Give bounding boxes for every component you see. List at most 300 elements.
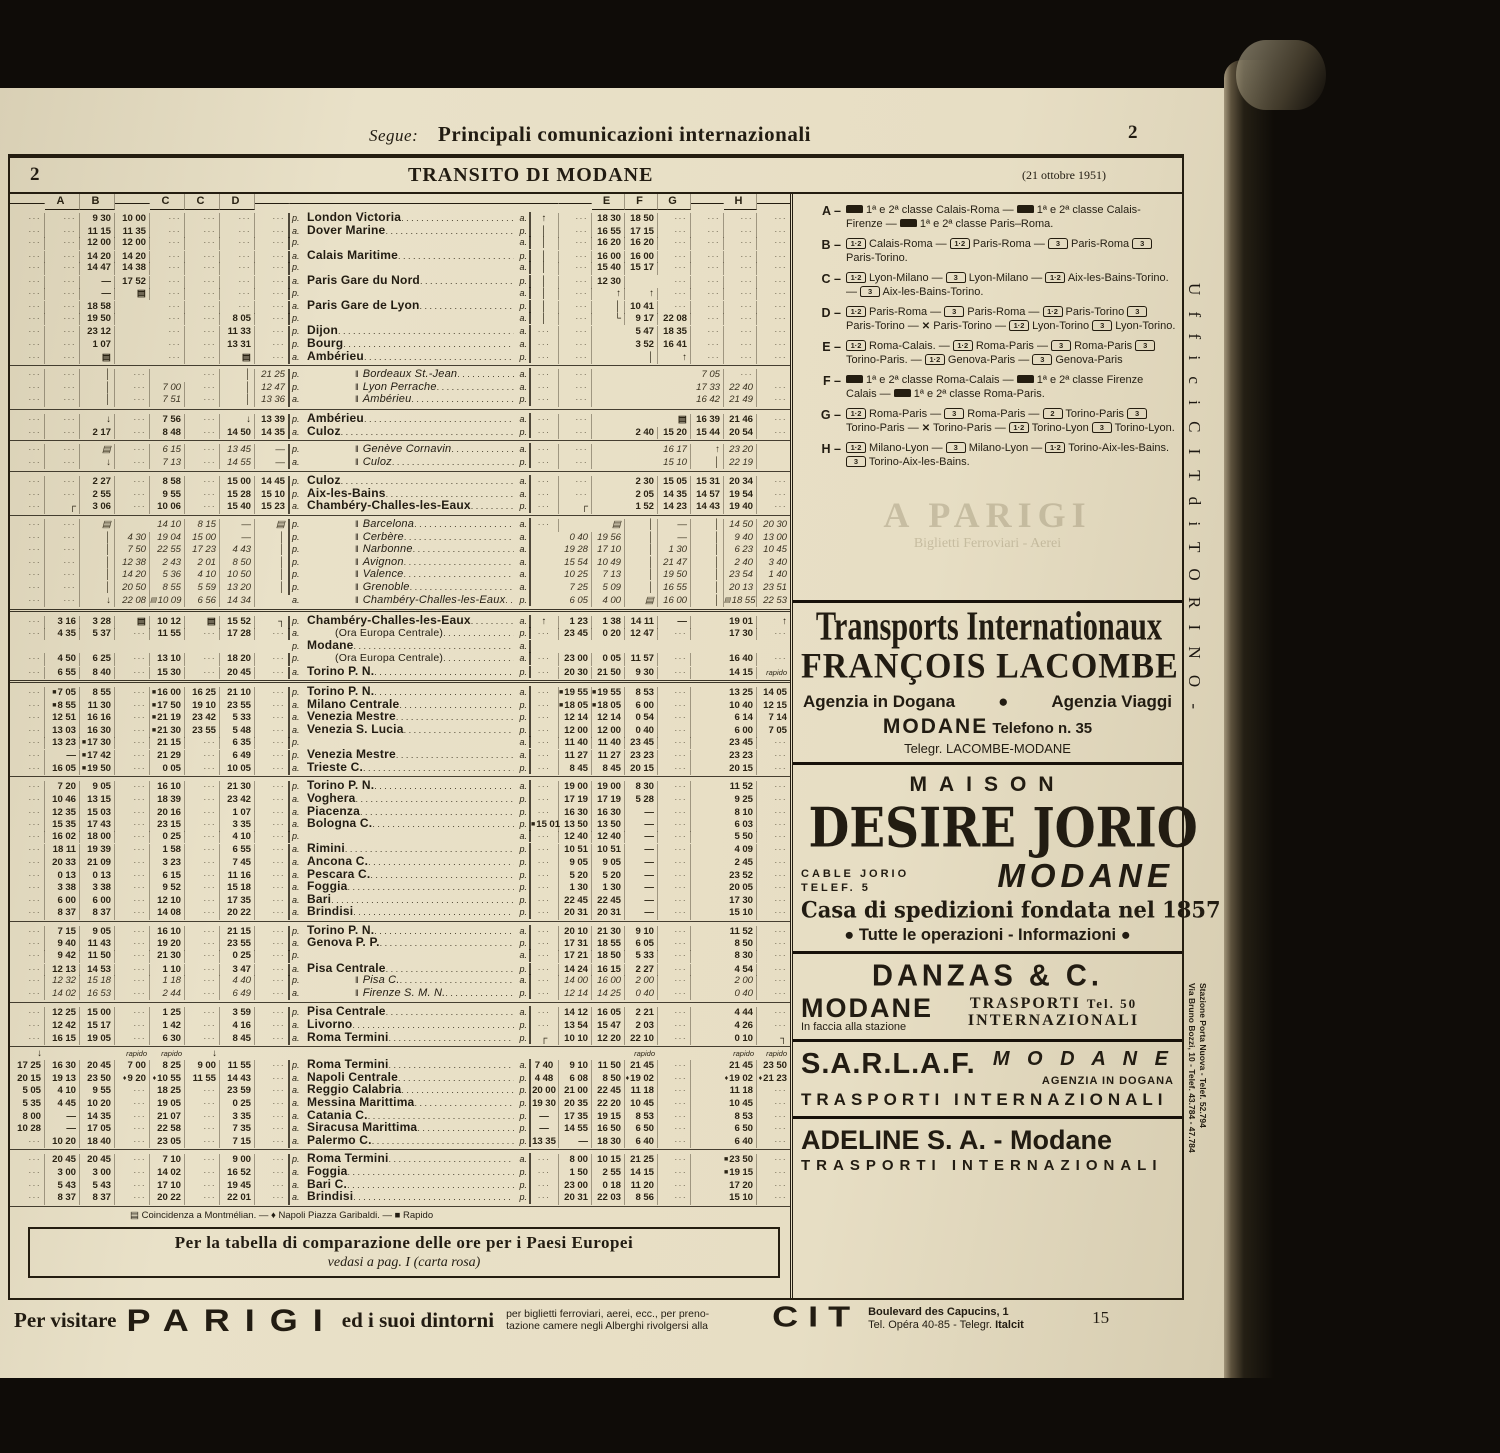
time-cell: ··· [185, 262, 220, 275]
table-row [10, 1083, 790, 1096]
table-row [10, 652, 790, 665]
time-cell: ··· [115, 938, 150, 951]
time-cell: 14 35 [80, 1111, 115, 1124]
comparison-note-box [28, 1227, 780, 1278]
time-cell: │ [531, 301, 559, 314]
time-cell: 20 31 [559, 907, 592, 920]
table-row [10, 792, 790, 805]
time-cell: │ [625, 569, 658, 582]
time-cell: 3 23 [150, 857, 185, 870]
time-cell: 12 42 [45, 1020, 80, 1033]
time-cell: ··· [115, 1111, 150, 1124]
dep-marker: a. [292, 456, 300, 467]
timetable-group [10, 680, 790, 776]
time-cell: 15 23 [255, 501, 290, 514]
time-cell: 4 16 [220, 1020, 255, 1033]
time-cell: ··· [255, 1033, 290, 1046]
table-row [10, 736, 790, 749]
time-cell: ··· [255, 1136, 290, 1149]
table-row [10, 710, 790, 723]
time-cell: 6 00 [724, 725, 757, 738]
arr-marker: a. [516, 325, 531, 338]
arr-marker: p. [516, 894, 531, 907]
time-cell: ··· [185, 907, 220, 920]
time-cell: ··· [10, 1007, 45, 1020]
time-cell: 9 40 [45, 938, 80, 951]
time-cell: ··· [185, 213, 220, 226]
time-cell: 10 41 [625, 301, 658, 314]
time-cell: 2 27 [80, 476, 115, 489]
time-cell: 10 49 [592, 557, 625, 570]
time-cell: ··· [658, 1007, 691, 1020]
time-cell: 2 17 [80, 427, 115, 440]
dep-marker: p. [292, 262, 300, 273]
time-cell: ··· [531, 1154, 559, 1167]
dep-marker: a. [292, 699, 300, 710]
time-cell: ··· [658, 1154, 691, 1167]
time-cell: ··· [45, 262, 80, 275]
time-cell: ··· [559, 288, 592, 301]
time-cell: 22 55 [150, 544, 185, 557]
time-cell: 2 45 [724, 857, 757, 870]
time-cell: ■17 50 [150, 700, 185, 713]
time-cell: 3 38 [80, 882, 115, 895]
time-cell: 13 35 [531, 1136, 559, 1149]
time-cell: │ [625, 519, 658, 532]
time-cell: ··· [531, 339, 559, 352]
time-cell: │ [80, 569, 115, 582]
time-cell: 21 00 [559, 1085, 592, 1098]
time-cell: 23 45 [559, 628, 592, 641]
time-cell: ··· [531, 700, 559, 713]
time-cell: ■8 55 [45, 700, 80, 713]
dep-marker: p. [292, 582, 300, 593]
ad-text: AGENZIA IN DOGANA [1041, 1075, 1174, 1087]
time-cell: ··· [774, 313, 787, 323]
time-cell [255, 203, 290, 204]
time-cell: 22 45 [592, 1085, 625, 1098]
arr-marker: p. [516, 699, 531, 712]
time-cell: ··· [658, 938, 691, 951]
time-cell: 11 50 [592, 1060, 625, 1073]
time-cell: 12 14 [559, 712, 592, 725]
table-row [10, 487, 790, 500]
time-cell: ··· [531, 1007, 559, 1020]
time-cell: 21 50 [592, 667, 625, 680]
time-cell: 23 15 [150, 819, 185, 832]
time-cell: ··· [531, 750, 559, 763]
station-name: Pisa Centrale ..... [305, 1005, 516, 1019]
time-cell: 12 47 [255, 382, 290, 395]
legend-note [805, 408, 1176, 435]
time-cell: │ [691, 519, 724, 532]
time-cell: ··· [658, 653, 691, 666]
time-cell: rapido [161, 1049, 182, 1059]
time-cell: 4 48 [531, 1073, 559, 1086]
time-cell: ··· [255, 781, 290, 794]
time-cell: 19 40 [724, 501, 757, 514]
paper-page [0, 88, 1224, 1378]
coach-3-class-icon: 3 [846, 456, 866, 467]
time-cell: ··· [115, 653, 150, 666]
time-cell: ··· [531, 653, 559, 666]
time-cell: — [625, 882, 658, 895]
time-cell: │ [625, 582, 658, 595]
time-cell: 17 30 [724, 628, 757, 641]
time-cell: ··· [115, 1098, 150, 1111]
time-cell: 4 00 [592, 595, 625, 608]
coach-3-class-icon: 3 [1127, 306, 1147, 317]
table-row [10, 805, 790, 818]
station-name: Roma Termini ..... [305, 1058, 516, 1072]
time-cell: ··· [658, 1085, 691, 1098]
time-cell: ··· [559, 457, 592, 470]
coach-3-class-icon: 3 [1132, 238, 1152, 249]
arr-marker: a. [516, 413, 531, 426]
time-cell: ··· [658, 213, 691, 226]
time-cell: ··· [531, 807, 559, 820]
time-cell: 17 25 [10, 1060, 45, 1073]
time-cell: ··· [150, 276, 185, 289]
arr-marker: a. [516, 830, 531, 843]
arr-marker: a. [516, 518, 531, 531]
time-cell: ··· [10, 532, 45, 545]
time-cell: — [531, 1111, 559, 1124]
time-cell: ··· [559, 276, 592, 289]
time-cell: ··· [185, 276, 220, 289]
arr-marker: a. [516, 236, 531, 249]
dep-marker: p. [292, 338, 300, 349]
time-cell: ··· [115, 870, 150, 883]
time-cell: ··· [255, 628, 290, 641]
arr-marker: p. [516, 1019, 531, 1032]
time-cell: 0 13 [80, 870, 115, 883]
station-name: Pisa Centrale ..... [305, 962, 516, 976]
time-cell: 2 27 [625, 964, 658, 977]
time-cell: ↑ [658, 352, 691, 365]
time-cell: │ [625, 532, 658, 545]
time-cell: 10 45 [724, 1098, 757, 1111]
time-cell: 23 51 [763, 582, 787, 594]
time-cell: 21 25 [625, 1154, 658, 1167]
arr-marker: p. [516, 250, 531, 263]
time-cell: 23 00 [559, 1180, 592, 1193]
time-cell: 19 01 [724, 616, 757, 629]
time-cell: 3 06 [80, 501, 115, 514]
table-row [10, 425, 790, 438]
station-name: Ancona C. ..... [305, 855, 516, 869]
table-row [10, 893, 790, 906]
time-cell: ··· [255, 807, 290, 820]
time-cell: 18 50 [592, 950, 625, 963]
coach-2-class-icon: 2 [1043, 408, 1063, 419]
time-cell: 14 11 [625, 616, 658, 629]
time-cell: ··· [115, 926, 150, 939]
time-cell: 3 35 [220, 1111, 255, 1124]
time-cell: ··· [658, 988, 691, 1001]
time-cell: ··· [10, 737, 45, 750]
dep-marker: a. [292, 594, 300, 605]
station-name: Torino P. N. ..... [305, 924, 516, 938]
arr-marker: p. [516, 500, 531, 513]
time-cell: ··· [774, 737, 787, 747]
time-cell: 6 15 [150, 444, 185, 457]
time-cell: ··· [45, 457, 80, 470]
time-cell: 5 20 [592, 870, 625, 883]
time-cell: 17 19 [559, 794, 592, 807]
time-cell: 19 00 [559, 781, 592, 794]
table-row [10, 936, 790, 949]
time-cell: 8 50 [220, 557, 255, 570]
footer-page-number: 15 [1092, 1308, 1110, 1327]
dep-marker: a. [292, 501, 300, 512]
time-cell: 11 18 [625, 1085, 658, 1098]
time-cell: ··· [185, 476, 220, 489]
time-cell: 6 56 [185, 595, 220, 608]
ad-city: MODANE [997, 857, 1174, 894]
time-cell: ♦9 20 [115, 1073, 150, 1086]
time-cell: 12 47 [625, 628, 658, 641]
time-cell: 19 00 [592, 781, 625, 794]
ad-phone: Telefono n. 35 [992, 720, 1093, 737]
time-cell: 19 45 [220, 1180, 255, 1193]
arr-marker: p. [516, 793, 531, 806]
time-cell: 14 00 [559, 975, 592, 988]
arr-marker: p. [516, 300, 531, 313]
time-cell: 7 14 [768, 712, 787, 724]
legend-note [805, 306, 1176, 333]
time-cell: rapido [126, 1049, 147, 1059]
time-cell: 21 30 [592, 926, 625, 939]
arr-marker: p. [516, 1084, 531, 1097]
station-name: Roma Termini ..... [305, 1031, 516, 1045]
dep-marker: p. [292, 781, 300, 792]
time-cell: ··· [658, 807, 691, 820]
time-cell: 9 00 [185, 1060, 220, 1073]
time-cell: 20 30 [559, 667, 592, 680]
time-cell: ··· [220, 288, 255, 301]
time-cell: ↓ [80, 414, 115, 427]
time-cell: ··· [658, 882, 691, 895]
time-cell: ··· [531, 794, 559, 807]
time-cell: ··· [115, 427, 150, 440]
coach-3-class-icon: 3 [944, 408, 964, 419]
time-cell: ··· [724, 213, 757, 226]
time-cell: ■23 50 [724, 1154, 757, 1167]
time-cell: C [150, 194, 185, 210]
time-cell: ··· [658, 301, 691, 314]
time-cell: │ [531, 276, 559, 289]
time-cell: ··· [115, 725, 150, 738]
time-cell: ··· [531, 326, 559, 339]
time-cell: ··· [10, 1167, 45, 1180]
time-cell: ··· [45, 582, 80, 595]
arr-marker: p. [516, 881, 531, 894]
time-cell: ··· [559, 262, 592, 275]
arr-marker: p. [516, 1097, 531, 1110]
time-cell: 17 21 [559, 950, 592, 963]
time-cell: ■7 05 [45, 687, 80, 700]
time-cell: ··· [774, 951, 787, 961]
time-cell: — [255, 457, 290, 470]
arr-marker: a. [516, 780, 531, 793]
dep-marker: p. [292, 237, 300, 248]
time-cell: ··· [255, 687, 290, 700]
arr-marker: a. [516, 1059, 531, 1072]
time-cell: ··· [559, 226, 592, 239]
dep-marker: a. [292, 1072, 300, 1083]
time-cell: ■18 05 [592, 700, 625, 713]
time-cell: 6 23 [724, 544, 757, 557]
dep-marker: a. [292, 666, 300, 677]
time-cell: ··· [115, 807, 150, 820]
arr-marker: p. [516, 1072, 531, 1085]
time-cell: ■18 05 [559, 700, 592, 713]
note-key: H – [821, 442, 841, 456]
time-cell: 17 05 [80, 1123, 115, 1136]
time-cell: — [220, 532, 255, 545]
time-cell: 12 32 [45, 975, 80, 988]
timetable-group [10, 471, 790, 515]
time-cell: ▤ [115, 616, 150, 629]
time-cell: ··· [220, 237, 255, 250]
time-cell: ··· [185, 831, 220, 844]
time-cell: 4 40 [220, 975, 255, 988]
time-cell: 22 08 [115, 595, 150, 608]
station-name: Paris Gare du Nord ..... [305, 274, 516, 288]
time-cell: 16 42 [691, 394, 724, 407]
time-cell: 17 10 [592, 544, 625, 557]
time-cell: │ [80, 544, 115, 557]
time-cell: ··· [724, 301, 757, 314]
time-cell: ··· [255, 700, 290, 713]
time-cell: 7 10 [150, 1154, 185, 1167]
time-cell: 21 29 [150, 750, 185, 763]
time-cell: ··· [658, 1020, 691, 1033]
time-cell: ··· [45, 489, 80, 502]
time-cell: 12 30 [592, 276, 625, 289]
time-cell: 6 00 [625, 700, 658, 713]
time-cell: 22 19 [724, 457, 757, 470]
time-cell: ··· [658, 667, 691, 680]
time-cell: ··· [115, 882, 150, 895]
cit-address-2: Stazione Porta Nuova - Telef. 52.794 [1198, 983, 1208, 1128]
time-cell: ··· [658, 857, 691, 870]
time-cell: ··· [115, 369, 150, 382]
time-cell: ··· [115, 964, 150, 977]
time-cell: 16 00 [592, 251, 625, 264]
time-cell: 8 30 [724, 950, 757, 963]
time-cell: │ [220, 382, 255, 395]
time-cell: ··· [115, 907, 150, 920]
dep-marker: a. [292, 882, 300, 893]
time-cell: ··· [185, 926, 220, 939]
time-cell: ↑ [531, 213, 559, 226]
dep-marker: a. [292, 894, 300, 905]
coach-1-2-class-icon: 1·2 [846, 340, 866, 351]
time-cell: 5 43 [45, 1180, 80, 1193]
dep-marker: a. [292, 762, 300, 773]
table-row [10, 443, 790, 456]
table-row [10, 779, 790, 792]
dep-marker: p. [292, 1007, 300, 1018]
time-cell: 8 53 [625, 1111, 658, 1124]
arr-marker: p. [516, 225, 531, 238]
time-cell: │ [531, 262, 559, 275]
time-cell: — [625, 831, 658, 844]
time-cell: 12 00 [592, 725, 625, 738]
time-cell: ··· [185, 737, 220, 750]
coach-1-2-class-icon: 1·2 [846, 408, 866, 419]
time-cell: ··· [10, 262, 45, 275]
dep-marker: p. [292, 444, 300, 455]
bleedthrough-ghost-text [793, 480, 1182, 600]
time-cell: 8 50 [724, 938, 757, 951]
time-cell: ··· [658, 750, 691, 763]
time-cell: ■19 50 [80, 763, 115, 776]
time-cell: ··· [774, 807, 787, 817]
time-cell: — [658, 532, 691, 545]
station-name: (Ora Europa Centrale) ..... [305, 627, 516, 640]
dep-marker: a. [292, 844, 300, 855]
dep-marker: p. [292, 519, 300, 530]
time-cell: — [625, 807, 658, 820]
time-cell: 16 40 [724, 653, 757, 666]
station-name: Catania C. ..... [305, 1109, 516, 1123]
time-cell: ■19 55 [559, 687, 592, 700]
time-cell: 9 10 [625, 926, 658, 939]
time-cell [10, 203, 45, 204]
time-cell: ··· [658, 1033, 691, 1046]
dep-marker: a. [292, 987, 300, 998]
legend-notes [793, 194, 1182, 480]
time-cell: ··· [724, 339, 757, 352]
time-cell: 1 38 [592, 616, 625, 629]
time-cell: 5 28 [625, 794, 658, 807]
time-cell: ▤ [185, 616, 220, 629]
time-cell: ··· [185, 251, 220, 264]
note-key: A – [822, 204, 841, 218]
time-cell: 20 35 [559, 1098, 592, 1111]
time-cell: 8 58 [150, 476, 185, 489]
legend-note [805, 374, 1176, 401]
time-cell: ··· [531, 667, 559, 680]
time-cell: 18 00 [80, 831, 115, 844]
book-page-corner [1236, 40, 1326, 110]
ad-text: INTERNAZIONALI [967, 1012, 1140, 1029]
dep-marker: p. [292, 569, 300, 580]
time-cell: ··· [531, 964, 559, 977]
time-cell: 13 23 [45, 737, 80, 750]
coach-1-2-class-icon: 1·2 [1009, 320, 1029, 331]
time-cell: ··· [774, 477, 787, 487]
ad-city: MODANE [882, 715, 989, 738]
time-cell: ▤ [80, 519, 115, 532]
arr-marker: p. [516, 456, 531, 469]
time-cell: 6 03 [724, 819, 757, 832]
time-cell: 23 52 [724, 870, 757, 883]
dep-marker: p. [292, 925, 300, 936]
time-cell: 18 30 [592, 213, 625, 226]
time-cell: ··· [10, 653, 45, 666]
time-cell: 5 09 [592, 582, 625, 595]
coach-1-2-class-icon: 1·2 [1045, 272, 1065, 283]
time-cell: ··· [10, 582, 45, 595]
time-cell: │ [625, 544, 658, 557]
time-cell: 8 53 [724, 1111, 757, 1124]
time-cell: 20 00 [531, 1085, 559, 1098]
time-cell: ┌ [45, 501, 80, 514]
